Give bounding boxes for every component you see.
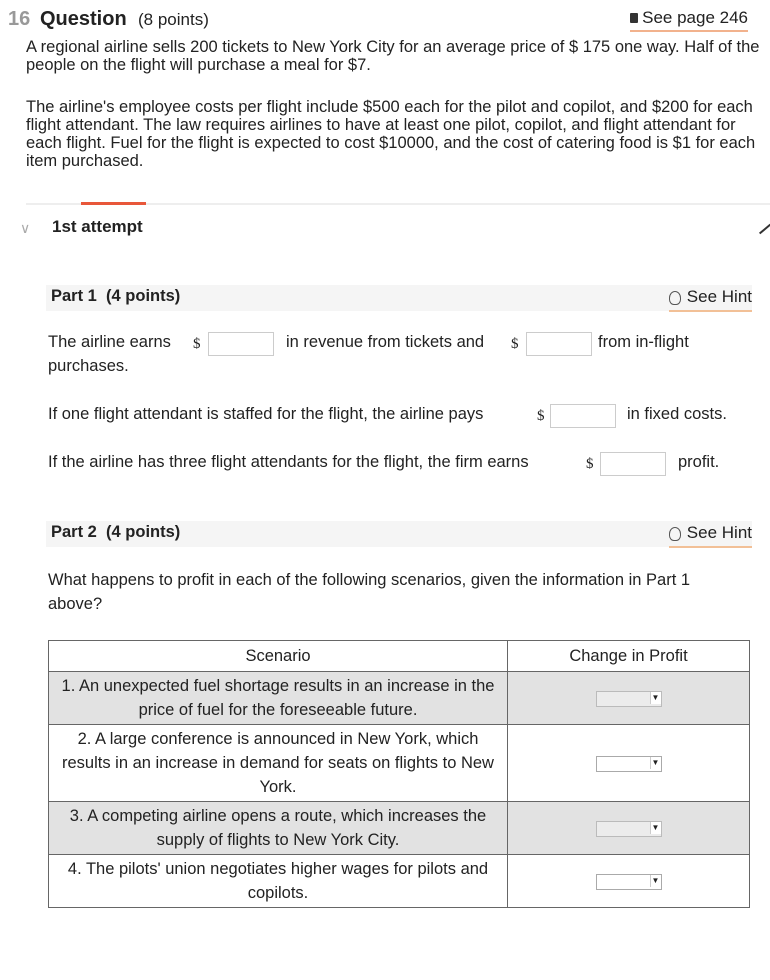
part2-title: Part 2 (4 points): [51, 523, 181, 541]
p1-dollar-1: $: [193, 336, 201, 352]
dropdown-arrow-icon: ▼: [650, 822, 661, 834]
table-row: [49, 725, 750, 802]
attempt-label[interactable]: 1st attempt: [52, 217, 143, 236]
p1-dollar-4: $: [586, 456, 594, 472]
book-icon: [630, 13, 638, 23]
p1-text-earns: The airline earns: [48, 333, 171, 351]
change-dropdown[interactable]: [596, 874, 662, 890]
part1-hint-label: See Hint: [686, 287, 752, 306]
scenario-cell: 4. The pilots' union negotiates higher wages for pilots and copilots.: [49, 855, 508, 908]
corner-mark: [759, 224, 770, 235]
question-points: (8 points): [138, 10, 209, 29]
dropdown-arrow-icon: ▼: [650, 757, 661, 769]
part1-see-hint-button[interactable]: [669, 287, 752, 312]
p1-dollar-2: $: [511, 336, 519, 352]
scenario-cell: 2. A large conference is announced in New York, which results in an increase in demand for seats on flights to New York.: [49, 725, 508, 802]
p1-dollar-3: $: [537, 408, 545, 424]
question-text-1: A regional airline sells 200 tickets to New York City for an average price of $ 175 one way. Half of the people on the flight will purchase a meal for $7.: [26, 38, 760, 74]
see-page-link[interactable]: [630, 8, 748, 32]
scenario-cell: 1. An unexpected fuel shortage results in an increase in the price of fuel for the foreseeable future.: [49, 672, 508, 725]
profit-input[interactable]: [600, 452, 666, 476]
p1-text-profit-end: profit.: [678, 453, 720, 471]
question-text-2: The airline's employee costs per flight include $500 each for the pilot and copilot, and $200 for each flight attendant. The law requires airlines to have at least one pilot, copilot, and flight attendant for each flight. Fuel for the flight is expected to cost $10000, and the cost of catering food is $1 for each item purchased.: [26, 98, 756, 170]
scenario-header: Scenario: [49, 641, 508, 672]
p1-text-profit: If the airline has three flight attendants for the flight, the firm earns: [48, 453, 529, 471]
attempt-progress-accent: [81, 202, 146, 205]
change-in-profit-header: Change in Profit: [508, 641, 750, 672]
change-dropdown[interactable]: [596, 691, 662, 707]
dropdown-arrow-icon: ▼: [650, 875, 661, 887]
question-number: 16: [8, 8, 31, 30]
part2-see-hint-button[interactable]: [669, 523, 752, 548]
see-page-label: See page 246: [642, 8, 748, 27]
scenario-table: [48, 640, 750, 908]
inflight-revenue-input[interactable]: [526, 332, 592, 356]
change-dropdown[interactable]: [596, 756, 662, 772]
part2-header: [46, 521, 752, 547]
change-select-cell: [508, 725, 750, 802]
p1-text-fixed: If one flight attendant is staffed for the flight, the airline pays: [48, 405, 484, 423]
p1-text-purchases: purchases.: [48, 357, 129, 375]
question-title: Question: [40, 8, 127, 30]
p1-text-fixed-end: in fixed costs.: [627, 405, 727, 423]
p1-text-inflight: from in-flight: [598, 333, 689, 351]
lightbulb-icon: [669, 527, 681, 541]
part1-header: [46, 285, 752, 311]
chevron-down-icon[interactable]: ∨: [20, 220, 31, 236]
change-select-cell: [508, 802, 750, 855]
dropdown-arrow-icon: ▼: [650, 692, 661, 704]
fixed-costs-input[interactable]: [550, 404, 616, 428]
lightbulb-icon: [669, 291, 681, 305]
table-row: [49, 802, 750, 855]
part1-title: Part 1 (4 points): [51, 287, 181, 305]
change-select-cell: [508, 855, 750, 908]
table-row: [49, 855, 750, 908]
scenario-cell: 3. A competing airline opens a route, which increases the supply of flights to New York City.: [49, 802, 508, 855]
change-dropdown[interactable]: [596, 821, 662, 837]
p1-text-revenue: in revenue from tickets and: [286, 333, 485, 351]
table-row: [49, 672, 750, 725]
part2-hint-label: See Hint: [686, 523, 752, 542]
ticket-revenue-input[interactable]: [208, 332, 274, 356]
part2-prompt: What happens to profit in each of the following scenarios, given the information in Part 1 above?: [48, 571, 691, 613]
change-select-cell: [508, 672, 750, 725]
